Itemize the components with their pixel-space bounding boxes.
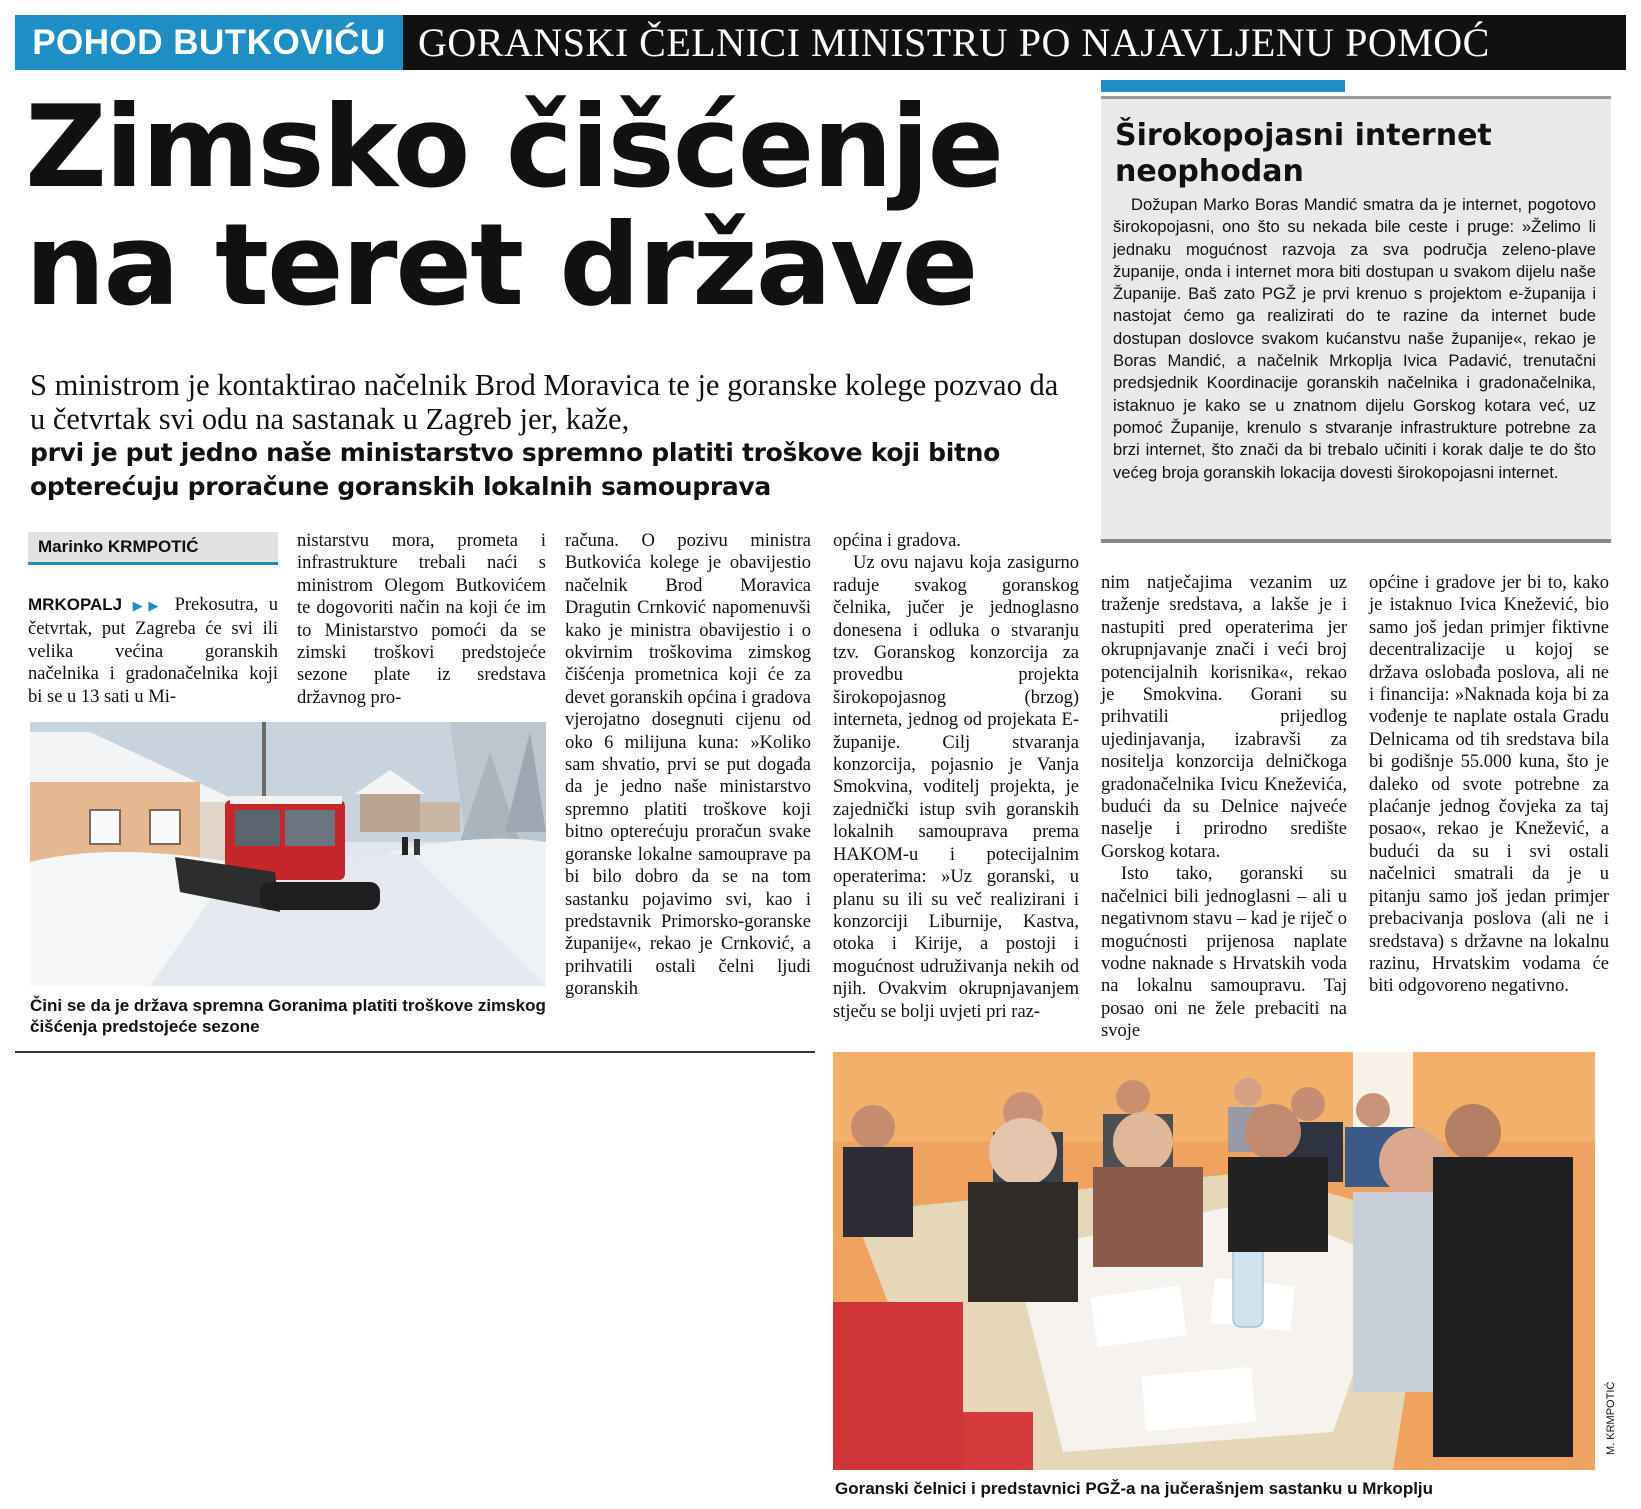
sidebar-bottom-rule xyxy=(1101,539,1611,543)
photo-1-caption: Čini se da je država spremna Goranima platiti troškove zimskog čišćenja predstojeće sezone xyxy=(30,996,546,1036)
photo-2-caption: Goranski čelnici i predstavnici PGŽ-a na jučerašnjem sastanku u Mrkoplju xyxy=(835,1479,1434,1498)
photo-credit: M. KRMPOTIĆ xyxy=(1605,1381,1617,1455)
section-kicker: POHOD BUTKOVIĆU xyxy=(15,15,403,70)
headline-line-1: Zimsko čišćenje xyxy=(25,81,1003,213)
byline-rule xyxy=(28,562,278,565)
snow-plow-photo xyxy=(30,722,546,986)
section-title: GORANSKI ČELNICI MINISTRU PO NAJAVLJENU POMOĆ xyxy=(418,20,1490,65)
column-2-text: nistarstvu mora, prometa i infrastrukture trebali naći s ministrom Olegom Butkovićem te dogovoriti način na koji će im to Ministarstvo pomoći da se zimski troškovi predstojeće sezone plate iz sredstava državnog pro- xyxy=(297,531,546,708)
meeting-photo xyxy=(833,1052,1595,1470)
article-column-2 xyxy=(297,530,546,709)
deck xyxy=(30,368,1070,504)
column-5-text-b: Isto tako, goranski su načelnici bili jednoglasni – ali u negativnom stavu – kad je riječ o mogućnosti prijenosa naplate vodne naknade s Hrvatskih voda na lokalnu samoupravu. Taj posao oni ne žele prebaciti na svoje xyxy=(1101,864,1347,1042)
dateline-arrow-icon: ▶▶ xyxy=(132,599,165,614)
dateline: MRKOPALJ xyxy=(28,595,123,614)
column-1-text: Prekosutra, u četvrtak, put Zagreba će svi ili velika većina goranskih načelnika i gradonačelnika koji bi se u 13 sati u Mi- xyxy=(28,595,278,707)
sidebar-title: Širokopojasni internet neophodan xyxy=(1115,118,1492,189)
sidebar-accent-bar xyxy=(1101,80,1345,92)
column-6-text: općine i gradove jer bi to, kako je istaknuo Ivica Knežević, bio samo još jedan primjer fiktivne decentralizacije u kojoj se država oslobađa poslova, ali ne i financija: »Naknada koja bi za vođenje te naplate ostala Gradu Delnicama od tih sredstava bila bi godišnje 55.000 kuna, što je daleko od svote potrebne za plaćanje jednog čovjeka za taj posao«, rekao je Knežević, a budući da su i svi ostali načelnici smatrali da je u pitanju samo još jedan primjer prebacivanja poslova (ali ne i sredstava) s državne na lokalnu razinu, Hrvatskim vodama će biti odgovoreno negativno. xyxy=(1369,573,1609,997)
article-column-4 xyxy=(833,530,1079,1023)
column-4-text-b: Uz ovu najavu koja zasigurno raduje svakog goranskog čelnika, jučer je jednoglasno donesena i odluka o stvaranju tzv. Goranskog konzorcija za provedbu projekta širokopojasnog (brzog) interneta, jednog od projekata E-županije. Cilj stvaranja konzorcija, pojasnio je Vanja Smokvina, voditelj projekta, je zajednički istup svih goranskih lokalnih samouprava prema HAKOM-u i potecijalnim operaterima: »Uz goranski, u planu su ili su več realizirani i konzorciji Liburnije, Kastva, otoka i Kirije, a postoji i mogućnost udruživanja nekih od njih. Ovakvim okrupnjavanjem stječu se bolji uvjeti pri raz- xyxy=(833,553,1079,1022)
column-5-text-a: nim natječajima vezanim uz traženje sredstava, a lakše je i nastupiti pred operaterima jer okrupnjavanje znači i veći broj potencijalnih korisnika«, rekao je Smokvina. Gorani su prihvatili prijedlog ujedinjavanja, izabravši za nositelja konzorcija delničkoga gradonačelnika Ivicu Kneževića, budući da su Delnice najveće naselje i prirodno središte Gorskog kotara. xyxy=(1101,573,1347,862)
sidebar-body: Dožupan Marko Boras Mandić smatra da je internet, pogotovo širokopojasni, ono što su nekada bile ceste i pruge: »Želimo li jednaku mogućnost razvoja za sva područja zeleno-plave županije, onda i internet mora biti dostupan u svakom dijelu naše Županije. Baš zato PGŽ je prvi krenuo s projektom e-županija i nastojat ćemo ga realizirati do te razine da internet bude dostupan doslovce svakom kućanstvu naše županije«, rekao je Boras Mandić, a načelnik Mrkoplja Ivica Padavić, trenutačni predsjednik Koordinacije goranskih načelnika i gradonačelnika, istaknuo je kako se u znatnom dijelu Gorskog kotara već, uz pomoć Županije, krenulo s stvaranje infrastrukture potrebne za brzi internet, što znači da bi trebalo učiniti i korak dalje te do što većeg broja goranskih lokacija dovesti širokopojasni internet. xyxy=(1113,195,1596,482)
deck-bold: prvi je put jedno naše ministarstvo spremno platiti troškove koji bitno opterećuju proračune goranskih lokalnih samouprava xyxy=(30,438,1001,501)
article-column-6 xyxy=(1369,572,1609,998)
headline xyxy=(25,81,1085,331)
headline-line-2: na teret države xyxy=(25,199,977,331)
byline: Marinko KRMPOTIĆ xyxy=(28,532,278,562)
column-3-text: računa. O pozivu ministra Butkovića kolege je obavijestio načelnik Brod Moravica Dragutin Crnković napomenuvši kako je ministra obavijestio i o okvirnim troškovima zimskog čišćenja prometnica koji će za devet goranskih općina i gradova vjerojatno dosegnuti cijenu od oko 6 milijuna kuna: »Koliko sam shvatio, prvi se put događa da je jedno naše ministarstvo spremno platiti troškove koji bitno opterećuju proračun svake goranske lokalne samouprave pa bi bilo dobro da se na tom sastanku pojavimo svi, kao i predstavnik Primorsko-goranske županije«, rekao je Crnković, a prihvatili ostali čelni ljudi goranskih xyxy=(565,531,811,1000)
section-divider xyxy=(15,1051,815,1053)
deck-regular: S ministrom je kontaktirao načelnik Brod Moravica te je goranske kolege pozvao da u četvrtak svi odu na sastanak u Zagreb jer, kaže, xyxy=(30,368,1059,436)
column-4-text-a: općina i gradova. xyxy=(833,531,961,551)
article-column-1 xyxy=(28,594,278,708)
article-column-5 xyxy=(1101,572,1347,1043)
article-column-3 xyxy=(565,530,811,1001)
